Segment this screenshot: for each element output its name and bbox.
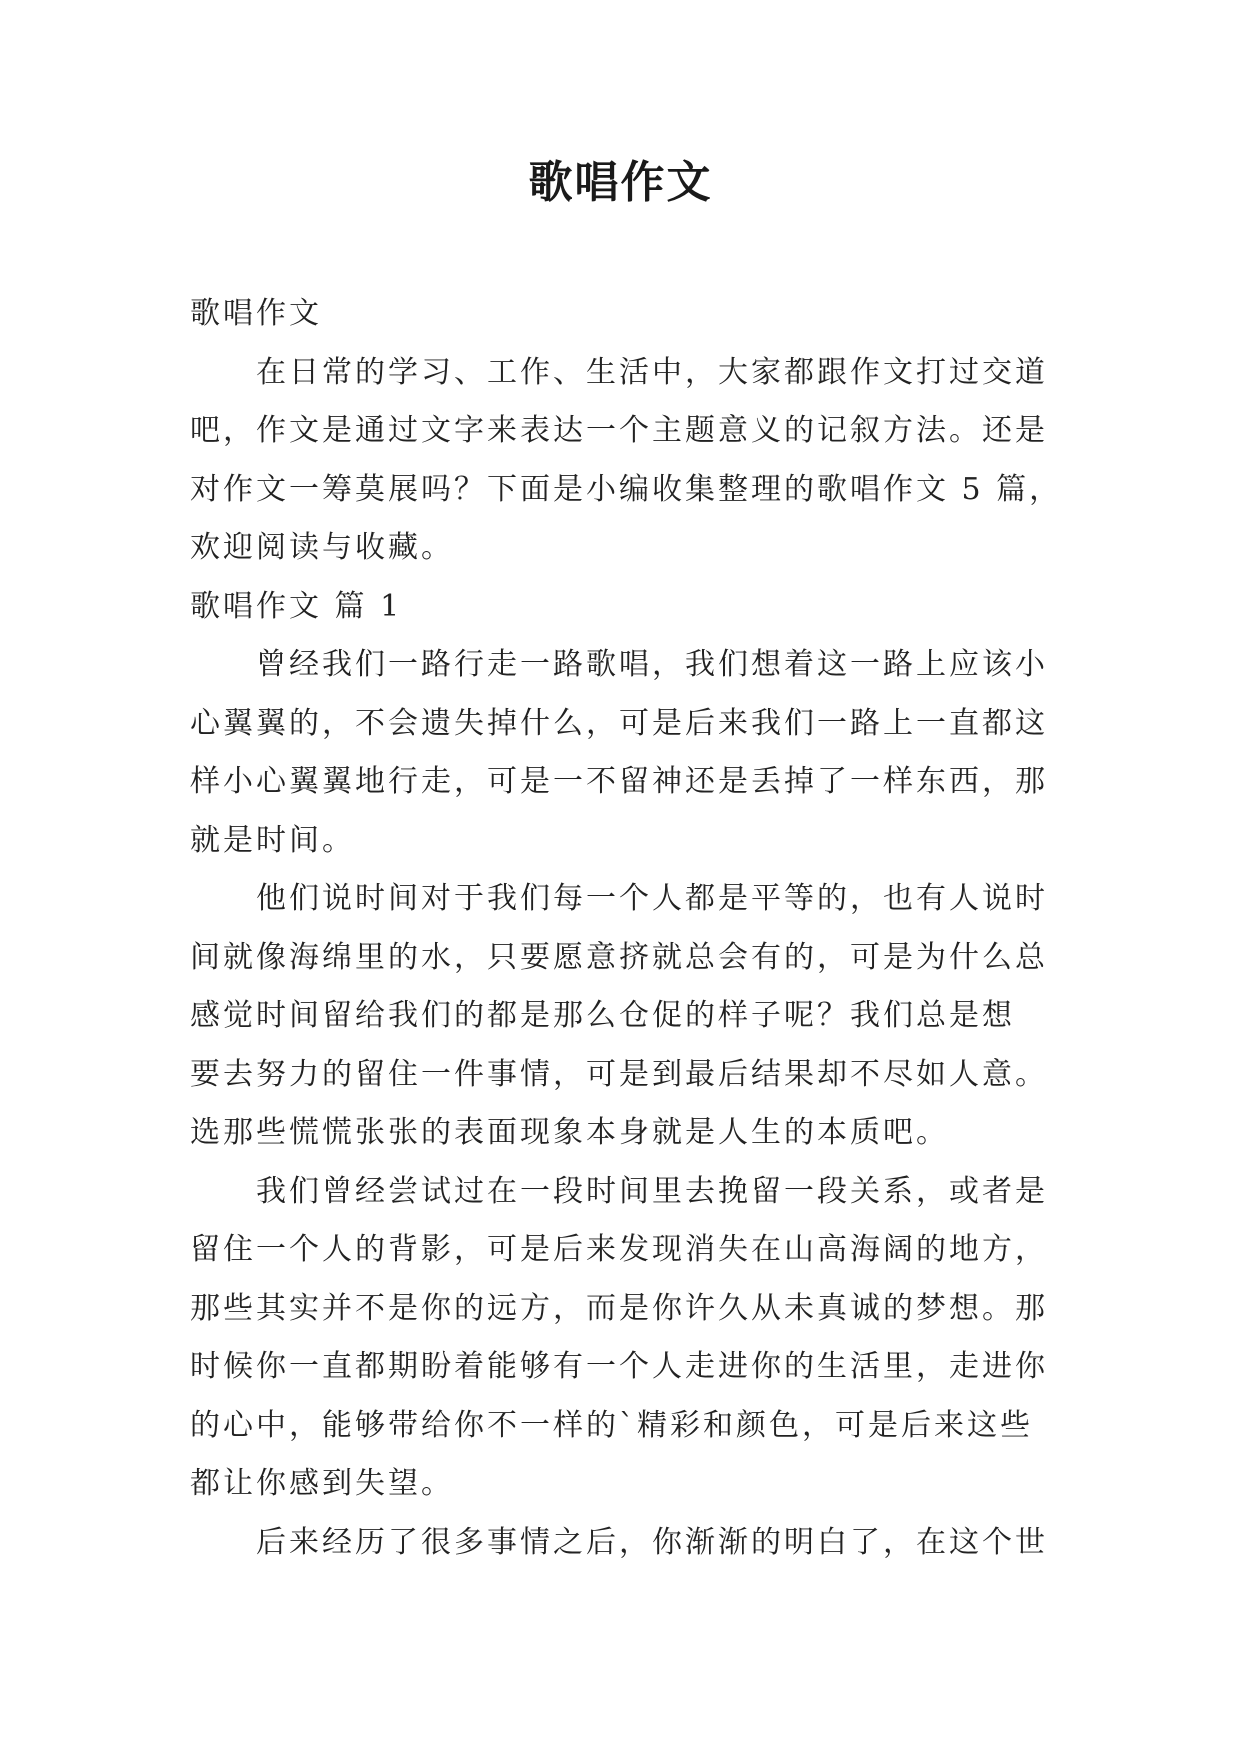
text-line: 样小心翼翼地行走，可是一不留神还是丢掉了一样东西，那 [190,764,1048,799]
text-line: 我们曾经尝试过在一段时间里去挽留一段关系，或者是 [256,1173,1048,1209]
text-line: 曾经我们一路行走一路歌唱，我们想着这一路上应该小 [256,647,1048,682]
text-line: 都让你感到失望。 [190,1466,454,1501]
section-heading: 歌唱作文 篇 1 [190,588,403,624]
text-line: 感觉时间留给我们的都是那么仓促的样子呢？我们总是想 [190,998,1015,1033]
text-line: 的心中，能够带给你不一样的`精彩和颜色，可是后来这些 [190,1407,1033,1443]
text-line: 歌唱作文 [190,296,322,331]
text-line: 在日常的学习、工作、生活中，大家都跟作文打过交道 [256,354,1048,390]
text-line: 欢迎阅读与收藏。 [190,530,454,565]
text-line: 时候你一直都期盼着能够有一个人走进你的生活里，走进你 [190,1349,1048,1384]
document-title: 歌唱作文 [528,157,713,208]
text-line: 他们说时间对于我们每一个人都是平等的，也有人说时 [256,881,1048,916]
document-body [190,285,1063,1572]
text-line: 对作文一筹莫展吗？下面是小编收集整理的歌唱作文 5 篇， [190,471,1063,507]
text-line: 间就像海绵里的水，只要愿意挤就总会有的，可是为什么总 [190,939,1048,975]
text-line: 就是时间。 [190,822,355,858]
text-line: 留住一个人的背影，可是后来发现消失在山高海阔的地方， [190,1232,1048,1267]
text-line: 选那些慌慌张张的表面现象本身就是人生的本质吧。 [190,1115,949,1150]
text-line: 要去努力的留住一件事情，可是到最后结果却不尽如人意。 [190,1056,1048,1092]
text-line: 后来经历了很多事情之后，你渐渐的明白了，在这个世 [256,1524,1048,1560]
text-line: 那些其实并不是你的远方，而是你许久从未真诚的梦想。那 [190,1290,1048,1326]
text-line: 吧，作文是通过文字来表达一个主题意义的记叙方法。还是 [190,413,1048,448]
text-line: 心翼翼的，不会遗失掉什么，可是后来我们一路上一直都这 [190,705,1048,741]
